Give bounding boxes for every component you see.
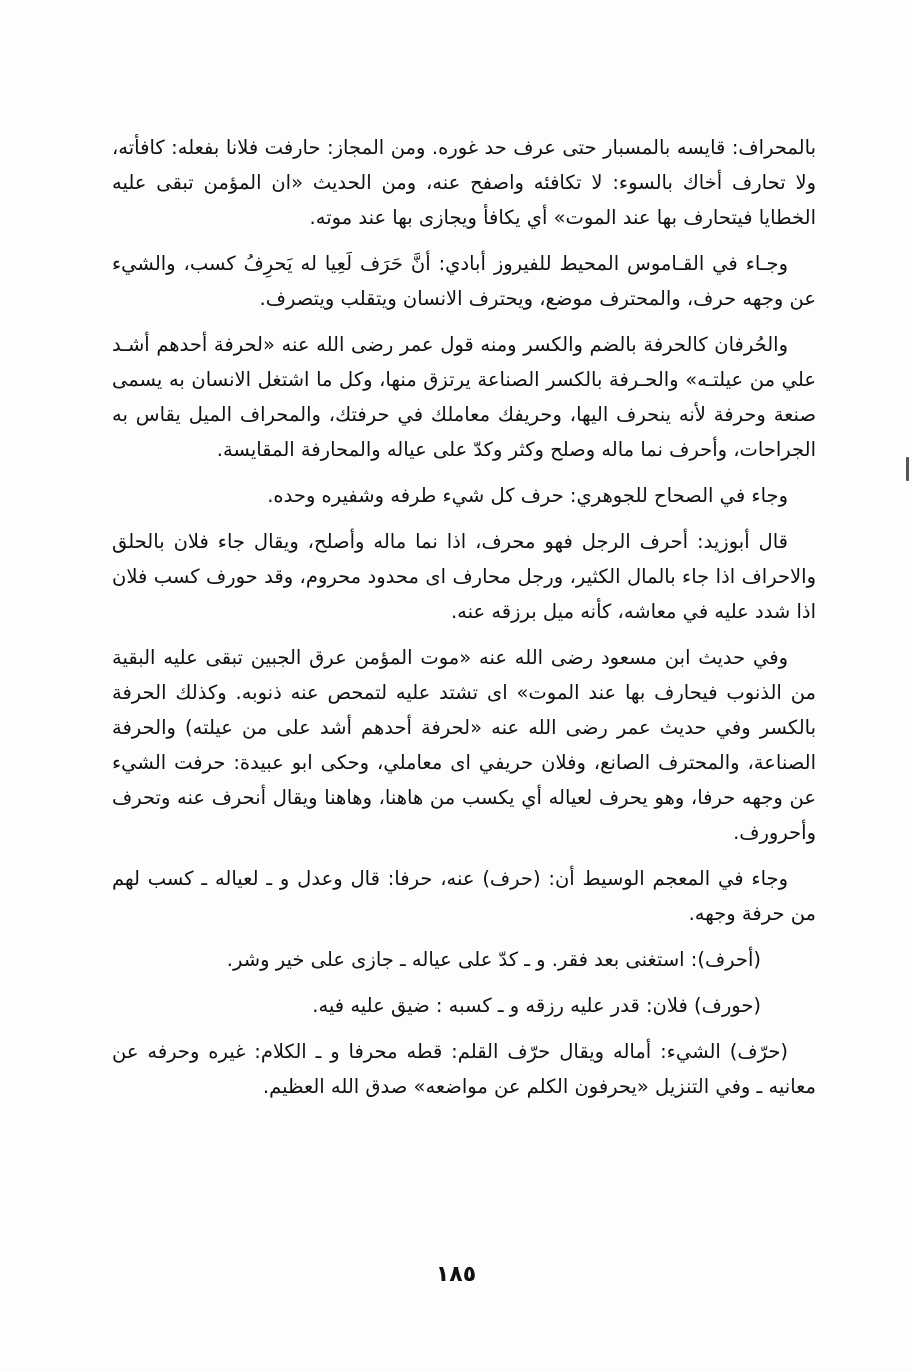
scan-mark [906, 457, 909, 481]
sub-entry-ahraf: (أحرف): استغنى بعد فقر. و ـ كدّ على عياله ـ جازى على خير وشر. [226, 948, 761, 971]
paragraph-mihraf: بالمحراف: قايسه بالمسبار حتى عرف حد غوره. ومن المجاز: حارفت فلانا بفعله: كافأته، ولا تحارف أخاك بالسوء: لا تكافئه واصفح عنه، ومن الحديث «ان المؤمن تبقى عليه الخطايا فيتحارف بها عند الموت» أي يكافأ ويجازى بها عند موته. [112, 136, 816, 229]
paragraph-harraf: (حرّف) الشيء: أماله ويقال حرّف القلم: قطه محرفا و ـ الكلام: غيره وحرفه عن معانيه ـ وفي التنزيل «يحرفون الكلم عن مواضعه» صدق الله العظيم. [112, 1040, 816, 1098]
paragraph-mujam-wasit: وجاء في المعجم الوسيط أن: (حرف) عنه، حرفا: قال وعدل و ـ لعياله ـ كسب لهم من حرفة وجهه. [112, 867, 816, 925]
paragraph-abu-zaid: قال أبوزيد: أحرف الرجل فهو محرف، اذا نما ماله وأصلح، ويقال جاء فلان بالحلق والاحراف اذا جاء بالمال الكثير، ورجل محارف اى محدود محروم، وقد حورف كسب فلان اذا شدد عليه في معاشه، كأنه ميل برزقه عنه. [112, 530, 816, 623]
body-text [112, 130, 816, 1115]
paragraph-hurfan: والحُرفان كالحرفة بالضم والكسر ومنه قول عمر رضى الله عنه «لحرفة أحدهم أشـد علي من عيلتـه» والحـرفة بالكسر الصناعة يرتزق منها، وكل ما اشتغل الانسان به يسمى صنعة وحرفة لأنه ينحرف اليها، وحريفك معاملك في حرفتك، والمحراف الميل يقاس به الجراحات، وأحرف نما ماله وصلح وكثر وكدّ على عياله والمحارفة المقايسة. [112, 333, 816, 461]
paragraph-ibn-masud: وفي حديث ابن مسعود رضى الله عنه «موت المؤمن عرق الجبين تبقى عليه البقية من الذنوب فيحارف بها عند الموت» اى تشتد عليه لتمحص عنه ذنوبه. وكذلك الحرفة بالكسر وفي حديث عمر رضى الله عنه «لحرفة أحدهم أشد على من عيلته) والحرفة الصناعة، والمحترف الصانع، وفلان حريفي اى معاملي، وحكى ابو عبيدة: حرفت الشيء عن وجهه حرفا، وهو يحرف لعياله أي يكسب من هاهنا، وهاهنا ويقال أنحرف عنه وتحرف وأحرورف. [112, 646, 816, 844]
paragraph-sihah: وجاء في الصحاح للجوهري: حرف كل شيء طرفه وشفيره وحده. [267, 484, 788, 507]
page-number: ١٨٥ [435, 1262, 477, 1287]
paragraph-qamus: وجـاء في القـاموس المحيط للفيروز أبادي: أنَّ حَرَف لَعِيا له يَحرِفُ كسب، والشيء عن وجهه حرف، والمحترف موضع، ويحترف الانسان ويتقلب ويتصرف. [112, 252, 816, 310]
sub-entry-huwrif: (حورف) فلان: قدر عليه رزقه و ـ كسبه : ضيق عليه فيه. [312, 994, 761, 1017]
